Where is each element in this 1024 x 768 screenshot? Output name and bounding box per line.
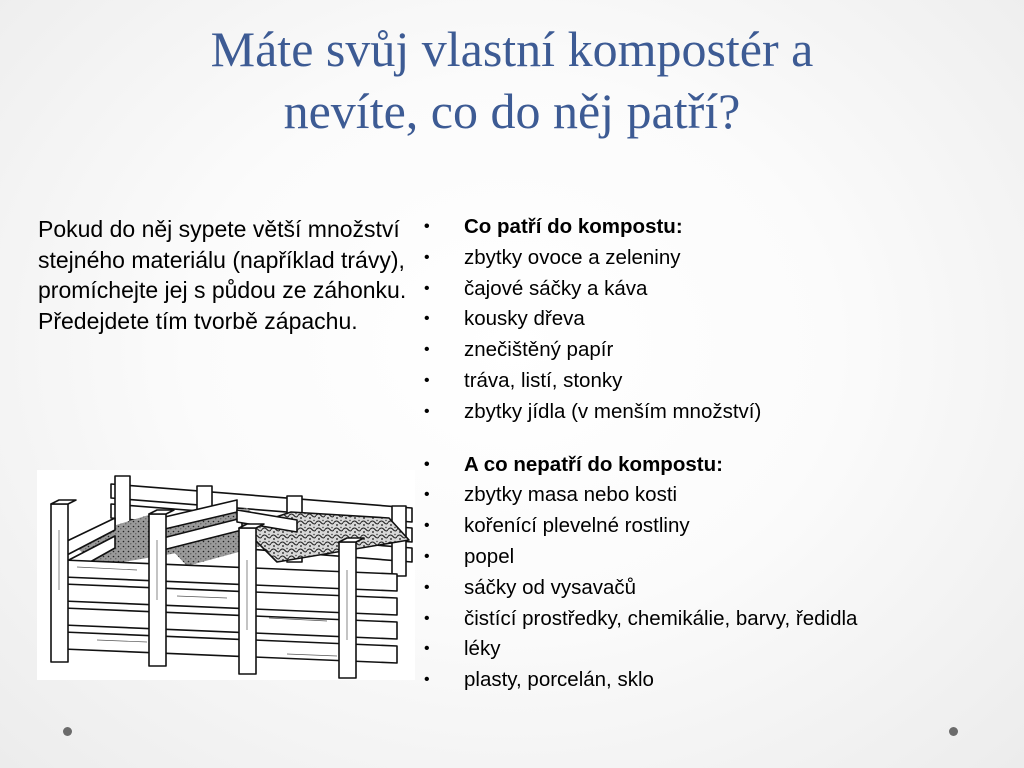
- list-item-text: plasty, porcelán, sklo: [464, 668, 654, 692]
- bullet-icon: •: [424, 310, 430, 328]
- list-item: [422, 604, 1012, 635]
- list-item-text: zbytky jídla (v menším množství): [464, 399, 762, 423]
- list-item: [422, 573, 1012, 604]
- list-item-text: sáčky od vysavačů: [464, 575, 637, 599]
- bullet-icon: •: [424, 486, 430, 504]
- list-item: [422, 542, 1012, 573]
- list-item-text: popel: [464, 544, 515, 568]
- bullet-icon: •: [424, 578, 430, 596]
- list-item-text: znečištěný papír: [464, 338, 614, 362]
- bullet-icon: •: [424, 455, 430, 473]
- list-item-text: léky: [464, 637, 501, 661]
- list-item: [422, 397, 1012, 428]
- slide-title: [60, 18, 964, 142]
- slide-title-line-2: nevíte, co do něj patří?: [283, 83, 741, 139]
- list-spacer: [422, 428, 1012, 450]
- bullet-icon: •: [424, 371, 430, 389]
- list-item: [422, 634, 1012, 665]
- list-item-text: čajové sáčky a káva: [464, 276, 648, 300]
- list-item-text: kousky dřeva: [464, 307, 585, 331]
- list-item: [422, 335, 1012, 366]
- list-item-text: zbytky masa nebo kosti: [464, 483, 678, 507]
- list-item: [422, 304, 1012, 335]
- list-item: [422, 511, 1012, 542]
- list-item: [422, 665, 1012, 696]
- belongs-heading-item: [422, 212, 1012, 243]
- belongs-heading: Co patří do kompostu:: [464, 215, 683, 238]
- list-item: [422, 366, 1012, 397]
- right-dot-icon: [949, 727, 958, 736]
- bullet-icon: •: [424, 218, 430, 235]
- list-item-text: kořenící plevelné rostliny: [464, 514, 690, 538]
- list-item: [422, 243, 1012, 274]
- bullet-icon: •: [424, 609, 430, 627]
- not-belongs-heading: A co nepatří do kompostu:: [464, 452, 723, 476]
- bullet-icon: •: [424, 640, 430, 658]
- list-item-text: zbytky ovoce a zeleniny: [464, 245, 681, 269]
- left-dot-icon: [63, 727, 72, 736]
- bullet-icon: •: [424, 341, 430, 359]
- bullet-icon: •: [424, 279, 430, 297]
- bullet-icon: •: [424, 517, 430, 535]
- bullet-icon: •: [424, 547, 430, 565]
- composting-tip-paragraph: Pokud do něj sypete větší množství stejného materiálu (například trávy), promíchejte jej s půdou ze záhonku. Předejdete tím tvorbě zápachu.: [38, 216, 407, 334]
- list-item-text: tráva, listí, stonky: [464, 368, 623, 392]
- compost-bullet-list: [422, 212, 1012, 696]
- bullet-icon: •: [424, 248, 430, 266]
- not-belongs-heading-item: [422, 450, 1012, 481]
- bullet-icon: •: [424, 402, 430, 420]
- list-item: [422, 274, 1012, 305]
- slide-title-line-1: Máte svůj vlastní kompostér a: [210, 21, 814, 77]
- list-item-text: čistící prostředky, chemikálie, barvy, ředidla: [464, 606, 858, 630]
- compost-bin-illustration: [37, 470, 415, 680]
- bullet-icon: •: [424, 671, 430, 689]
- compost-bin-drawing: [37, 470, 415, 680]
- list-item: [422, 480, 1012, 511]
